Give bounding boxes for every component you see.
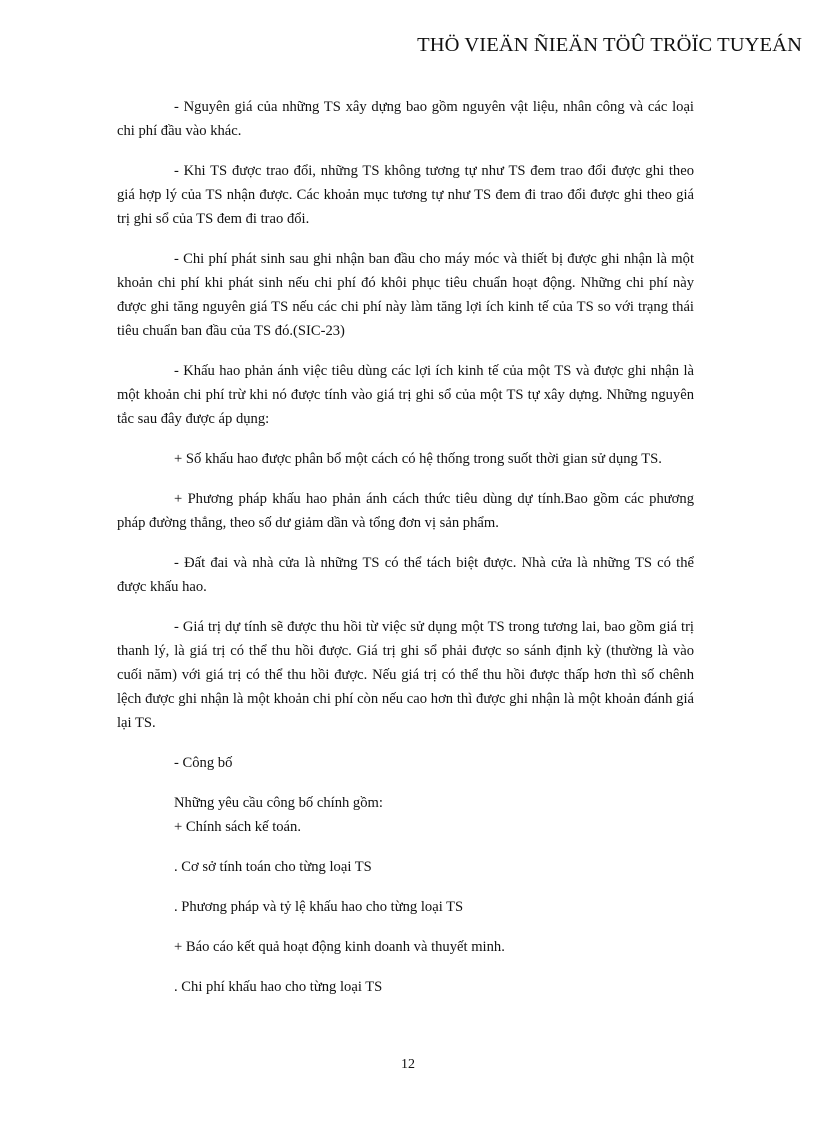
bullet-item: + Phương pháp khấu hao phản ánh cách thức tiêu dùng dự tính.Bao gồm các phương pháp đường thẳng, theo số dư giảm dần và tổng đơn vị sản phẩm.: [117, 491, 694, 531]
paragraph: - Nguyên giá của những TS xây dựng bao gồm nguyên vật liệu, nhân công và các loại chi phí đầu vào khác.: [117, 99, 694, 139]
page-header-title: THÖ VIEÄN ÑIEÄN TÖÛ TRÖÏC TUYEÁN: [417, 34, 802, 56]
bullet-item: + Số khấu hao được phân bổ một cách có hệ thống trong suốt thời gian sử dụng TS.: [174, 451, 662, 467]
bullet-item: + Chính sách kế toán.: [174, 819, 301, 835]
sub-item: . Cơ sở tính toán cho từng loại TS: [174, 859, 372, 875]
list-intro: Những yêu cầu công bố chính gồm:: [174, 795, 383, 811]
paragraph: - Khấu hao phản ánh việc tiêu dùng các lợi ích kinh tế của một TS và được ghi nhận là một khoản chi phí trừ khi nó được tính vào giá trị ghi sổ của một TS tự xây dựng. Những nguyên tắc sau đây được áp dụng:: [117, 363, 694, 427]
section-label: - Công bố: [174, 755, 233, 771]
sub-item: . Phương pháp và tỷ lệ khấu hao cho từng loại TS: [174, 899, 464, 915]
paragraph: - Chi phí phát sinh sau ghi nhận ban đầu cho máy móc và thiết bị được ghi nhận là một khoản chi phí khi phát sinh nếu chi phí đó khôi phục tiêu chuẩn hoạt động. Những chi phí này được ghi tăng nguyên giá TS nếu các chi phí này làm tăng lợi ích kinh tế của TS so với trạng thái tiêu chuẩn ban đầu của TS đó.(SIC-23): [117, 251, 694, 339]
sub-item: . Chi phí khấu hao cho từng loại TS: [174, 979, 383, 995]
bullet-item: + Báo cáo kết quả hoạt động kinh doanh và thuyết minh.: [174, 939, 505, 955]
page-number: 12: [401, 1057, 415, 1072]
paragraph: - Đất đai và nhà cửa là những TS có thể tách biệt được. Nhà cửa là những TS có thể được khấu hao.: [117, 555, 694, 595]
paragraph: - Giá trị dự tính sẽ được thu hồi từ việc sử dụng một TS trong tương lai, bao gồm giá trị thanh lý, là giá trị có thể thu hồi được. Giá trị ghi sổ phải được so sánh định kỳ (thường là vào cuối năm) với giá trị có thể thu hồi được. Nếu giá trị có thể thu hồi được thấp hơn thì số chênh lệch được ghi nhận là một khoản chi phí còn nếu cao hơn thì được ghi nhận là một khoản đánh giá lại TS.: [117, 619, 694, 731]
paragraph: - Khi TS được trao đổi, những TS không tương tự như TS đem trao đổi được ghi theo giá hợp lý của TS nhận được. Các khoản mục tương tự như TS đem đi trao đổi được ghi theo giá trị ghi sổ của TS đem đi trao đổi.: [117, 163, 694, 227]
document-body: [117, 95, 694, 1015]
